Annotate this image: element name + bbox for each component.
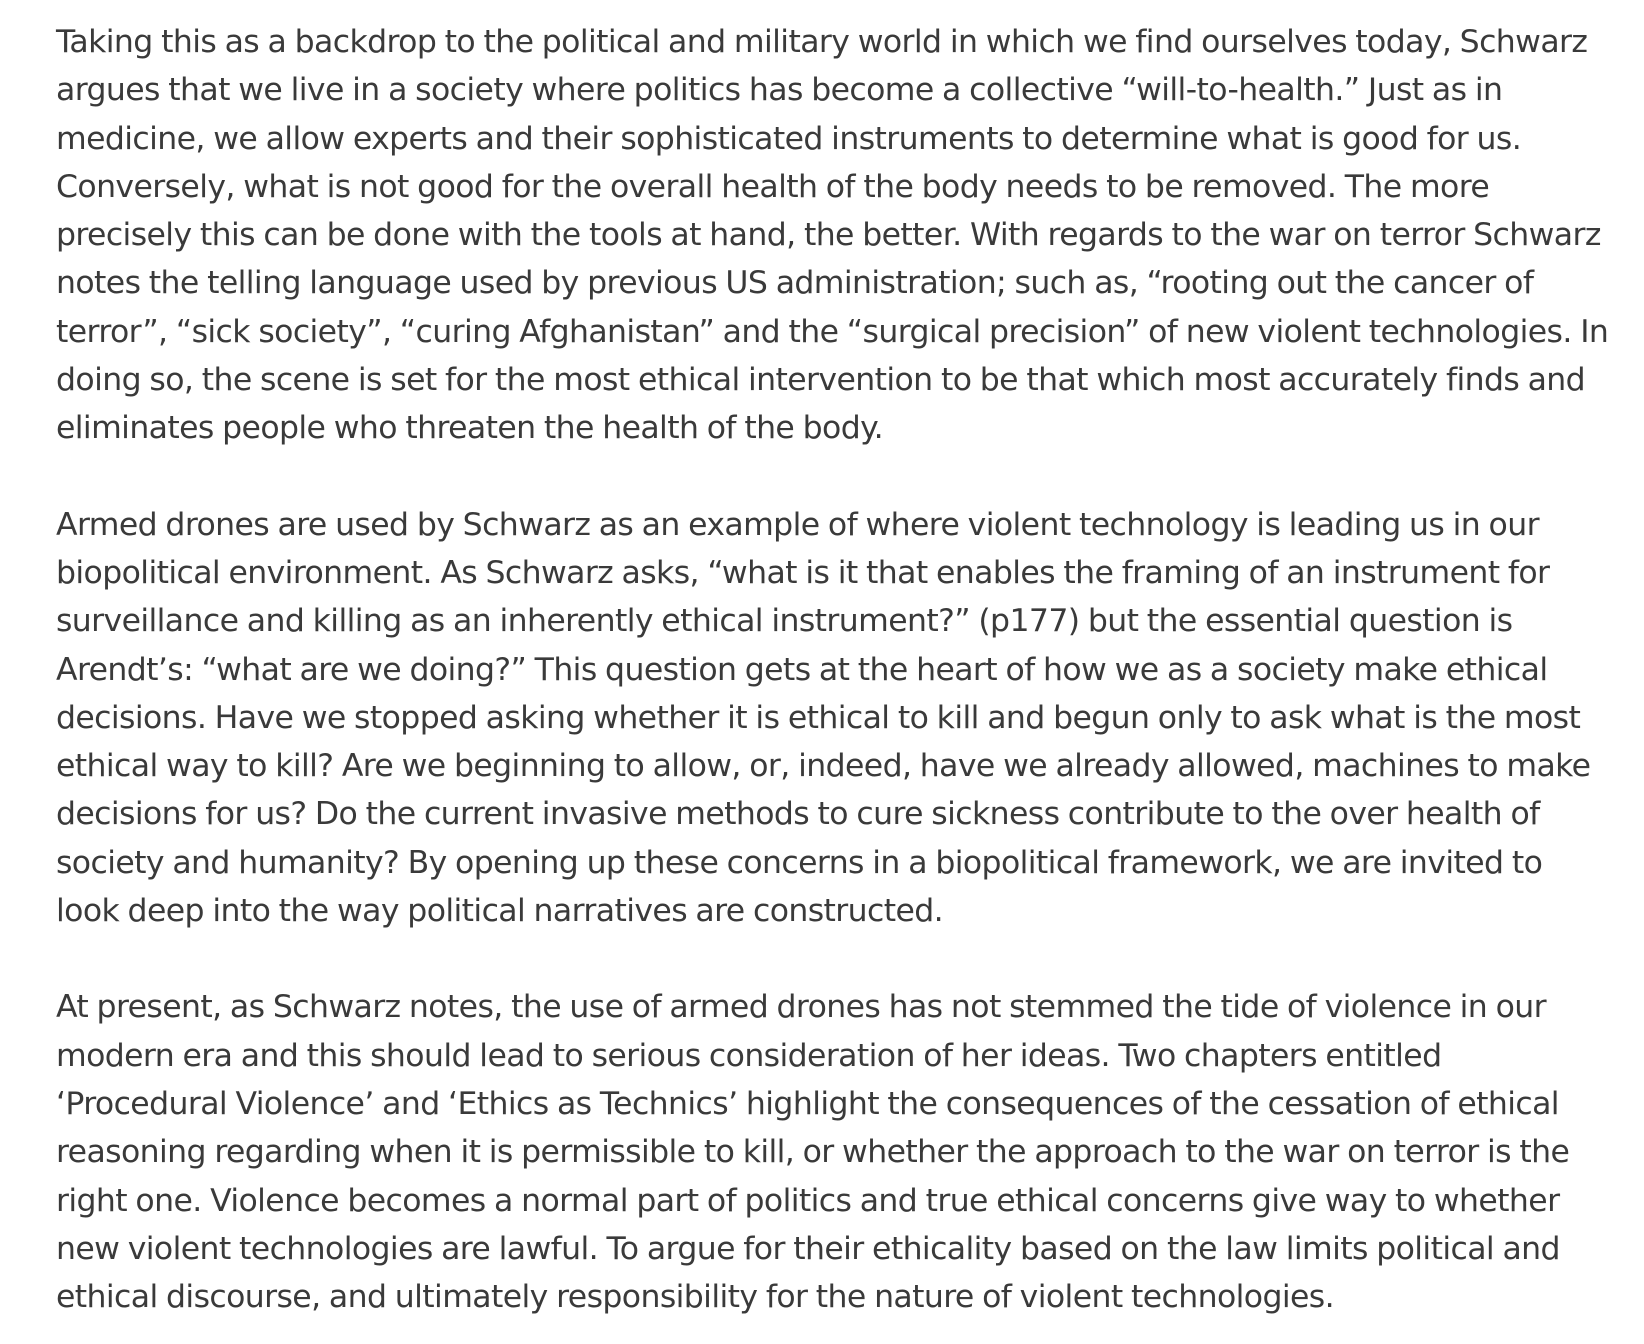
paragraph-procedural-violence bbox=[56, 983, 1616, 1321]
text-line: ethical way to kill? Are we beginning to allow, or, indeed, have we already allowed, machines to make bbox=[56, 748, 1591, 785]
text-line: ‘Procedural Violence’ and ‘Ethics as Technics’ highlight the consequences of the cessation of ethical bbox=[56, 1085, 1559, 1122]
text-line: Armed drones are used by Schwarz as an example of where violent technology is leading us in our bbox=[56, 506, 1539, 543]
text-line: look deep into the way political narratives are constructed. bbox=[56, 893, 944, 930]
text-line: surveillance and killing as an inherently ethical instrument?” (p177) but the essential question is bbox=[56, 603, 1513, 640]
text-line: ethical discourse, and ultimately responsibility for the nature of violent technologies. bbox=[56, 1279, 1335, 1316]
text-line: notes the telling language used by previous US administration; such as, “rooting out the cancer of bbox=[56, 265, 1534, 302]
text-line: decisions for us? Do the current invasive methods to cure sickness contribute to the over health of bbox=[56, 796, 1540, 833]
text-line: society and humanity? By opening up these concerns in a biopolitical framework, we are invited to bbox=[56, 844, 1543, 881]
text-line: eliminates people who threaten the health of the body. bbox=[56, 410, 884, 447]
paragraph-will-to-health bbox=[56, 18, 1616, 453]
text-line: doing so, the scene is set for the most ethical intervention to be that which most accurately finds and bbox=[56, 362, 1586, 399]
article-body bbox=[56, 18, 1616, 1321]
text-line: argues that we live in a society where politics has become a collective “will-to-health.” Just as in bbox=[56, 72, 1503, 109]
text-line: biopolitical environment. As Schwarz asks, “what is it that enables the framing of an instrument for bbox=[56, 554, 1550, 591]
text-line: Arendt’s: “what are we doing?” This question gets at the heart of how we as a society make ethical bbox=[56, 651, 1548, 688]
text-line: medicine, we allow experts and their sophisticated instruments to determine what is good for us. bbox=[56, 120, 1522, 157]
text-line: modern era and this should lead to serious consideration of her ideas. Two chapters entitled bbox=[56, 1037, 1442, 1074]
paragraph-armed-drones bbox=[56, 501, 1616, 936]
text-line: Taking this as a backdrop to the political and military world in which we find ourselves today, Schwarz bbox=[56, 24, 1588, 60]
text-line: Conversely, what is not good for the overall health of the body needs to be removed. The more bbox=[56, 168, 1490, 205]
text-line: right one. Violence becomes a normal part of politics and true ethical concerns give way to whether bbox=[56, 1182, 1560, 1219]
text-line: decisions. Have we stopped asking whether it is ethical to kill and begun only to ask what is the most bbox=[56, 699, 1581, 736]
text-line: new violent technologies are lawful. To argue for their ethicality based on the law limits political and bbox=[56, 1230, 1560, 1267]
text-line: At present, as Schwarz notes, the use of armed drones has not stemmed the tide of violence in our bbox=[56, 989, 1546, 1026]
text-line: precisely this can be done with the tools at hand, the better. With regards to the war on terror Schwarz bbox=[56, 217, 1601, 254]
text-line: terror”, “sick society”, “curing Afghanistan” and the “surgical precision” of new violent technologies. In bbox=[56, 313, 1609, 350]
text-line: reasoning regarding when it is permissible to kill, or whether the approach to the war on terror is the bbox=[56, 1134, 1570, 1171]
